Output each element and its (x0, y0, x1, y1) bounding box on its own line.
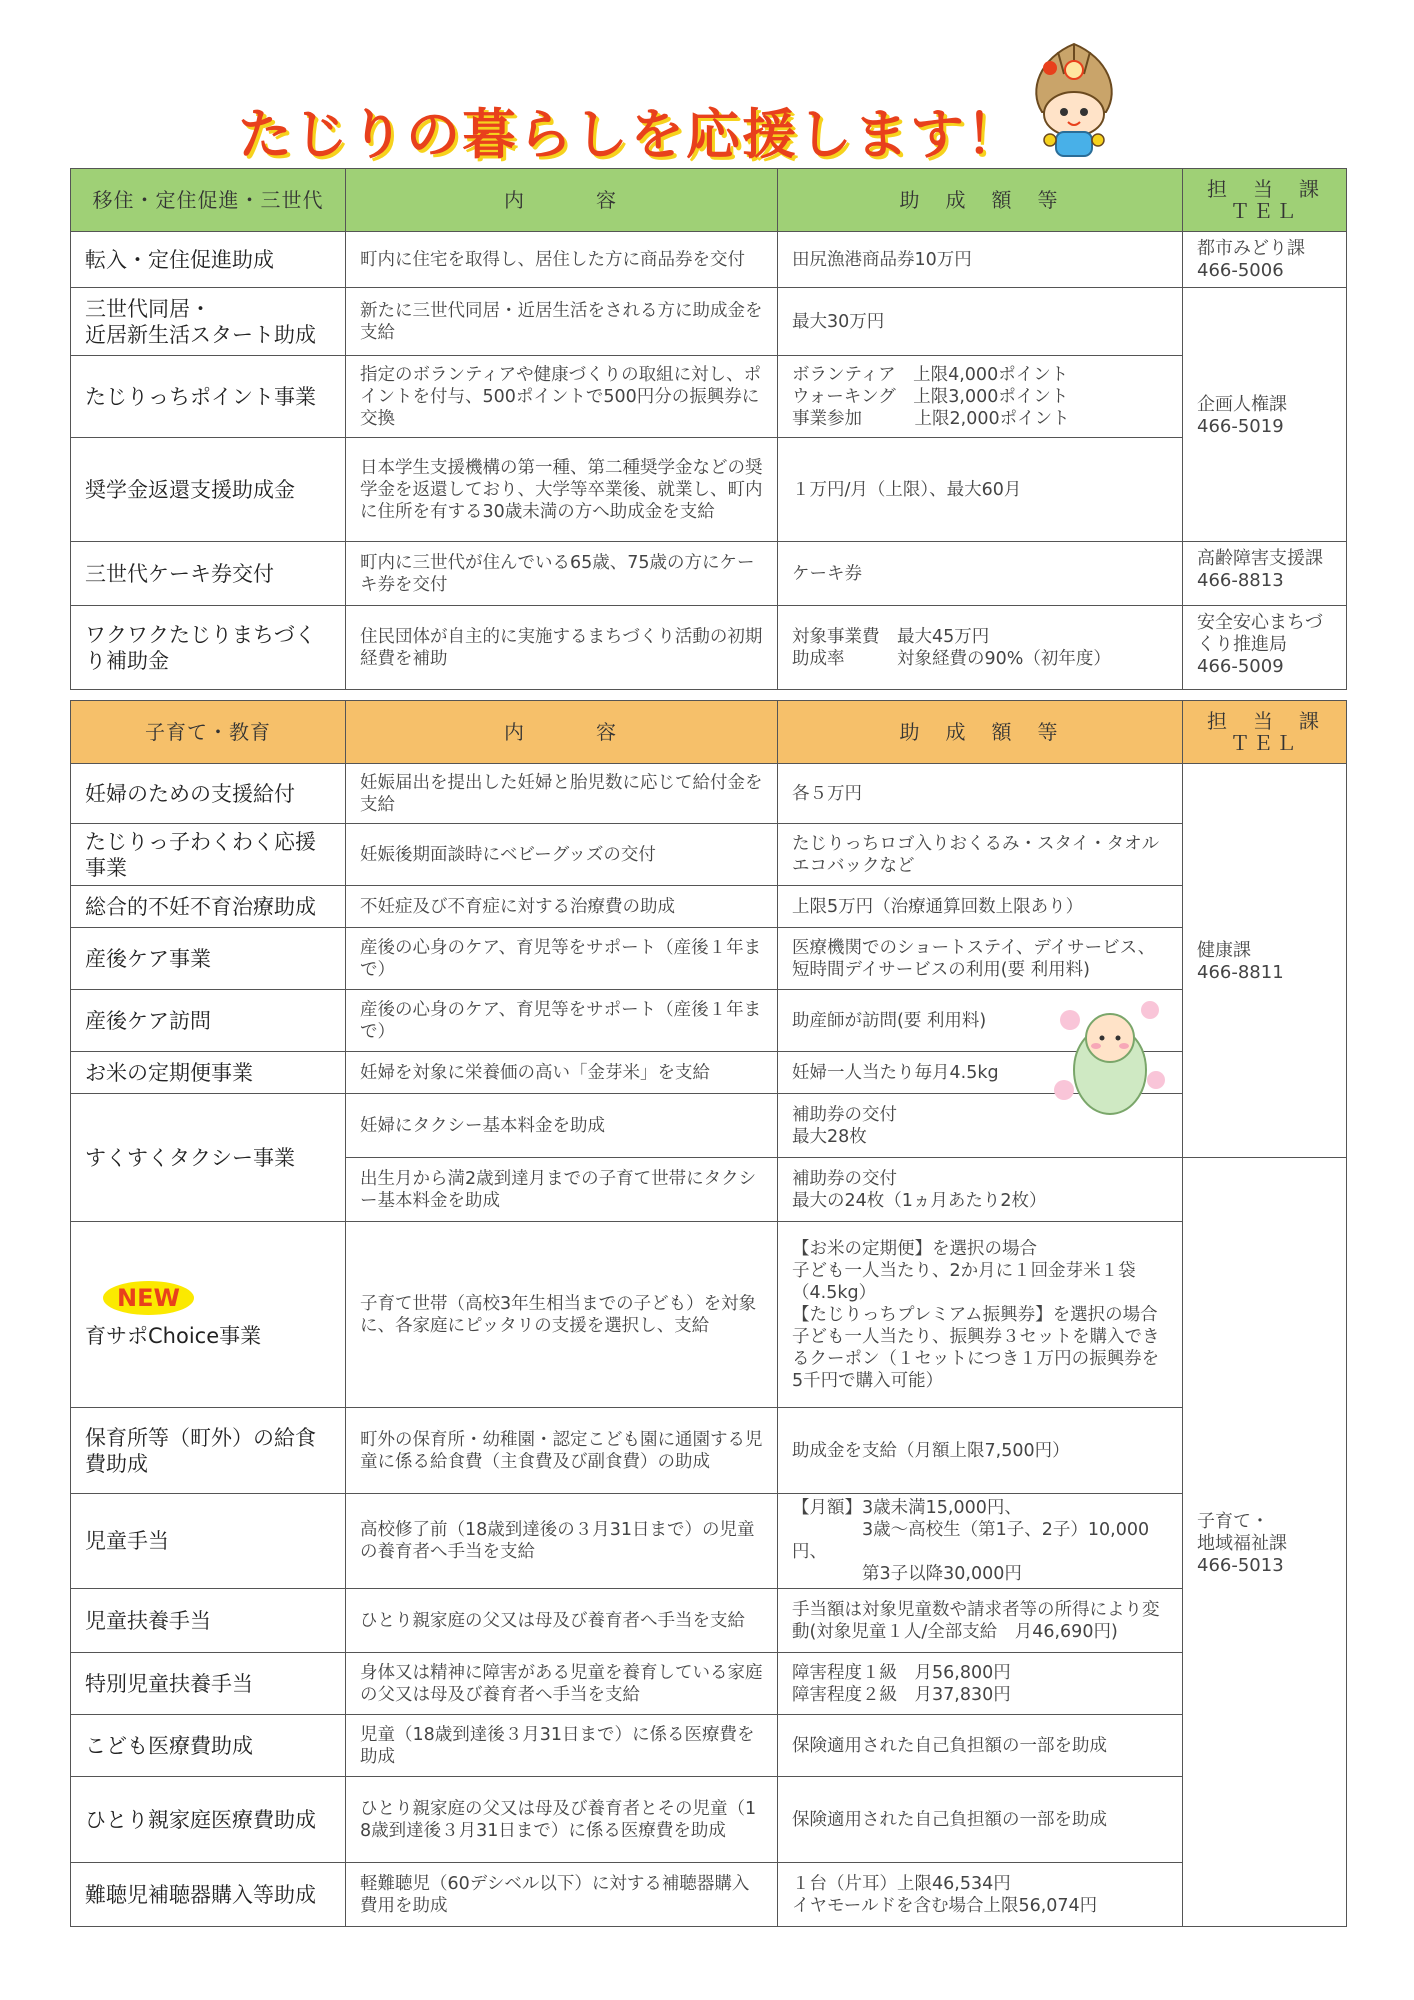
table-header-row (71, 169, 1347, 232)
table-row (71, 1715, 1347, 1777)
table-row (71, 288, 1347, 356)
row-name: たじりっ子わくわく応援事業 (71, 824, 346, 886)
row-amount: 障害程度１級 月56,800円 障害程度２級 月37,830円 (778, 1653, 1183, 1715)
row-content: 高校修了前（18歳到達後の３月31日まで）の児童の養育者へ手当を支給 (346, 1494, 778, 1589)
table-row (71, 356, 1347, 438)
mascot-character-icon (1020, 40, 1128, 162)
row-amount: 最大30万円 (778, 288, 1183, 356)
row-dept: 安全安心まちづくり推進局 466-5009 (1183, 606, 1347, 690)
row-content: 産後の心身のケア、育児等をサポート（産後１年まで） (346, 990, 778, 1052)
row-amount: 補助券の交付 最大の24枚（1ヵ月あたり2枚） (778, 1158, 1183, 1222)
row-content: 出生月から満2歳到達月までの子育て世帯にタクシー基本料金を助成 (346, 1158, 778, 1222)
table-row (71, 1222, 1347, 1408)
row-content: 町内に三世代が住んでいる65歳、75歳の方にケーキ券を交付 (346, 542, 778, 606)
row-name: 難聴児補聴器購入等助成 (71, 1863, 346, 1927)
row-name-text: 育サポChoice事業 (85, 1323, 262, 1348)
row-content: 指定のボランティアや健康づくりの取組に対し、ポイントを付与、500ポイントで500円分の振興券に交換 (346, 356, 778, 438)
row-content: 妊婦を対象に栄養価の高い「金芽米」を支給 (346, 1052, 778, 1094)
column-header-content: 内 容 (346, 701, 778, 764)
row-name: 保育所等（町外）の給食費助成 (71, 1408, 346, 1494)
table-migration (70, 168, 1347, 690)
table-row (71, 1777, 1347, 1863)
row-dept: 高齢障害支援課 466-8813 (1183, 542, 1347, 606)
row-amount: 補助券の交付 最大28枚 (778, 1094, 1183, 1158)
row-content: 不妊症及び不育症に対する治療費の助成 (346, 886, 778, 928)
row-name: 奨学金返還支援助成金 (71, 438, 346, 542)
row-name: こども医療費助成 (71, 1715, 346, 1777)
row-amount: 上限5万円（治療通算回数上限あり） (778, 886, 1183, 928)
row-content: 日本学生支援機構の第一種、第二種奨学金などの奨学金を返還しており、大学等卒業後、就業し、町内に住所を有する30歳未満の方へ助成金を支給 (346, 438, 778, 542)
table-row (71, 1408, 1347, 1494)
row-name: 産後ケア事業 (71, 928, 346, 990)
row-dept: 子育て・ 地域福祉課 466-5013 (1183, 1158, 1347, 1927)
row-amount: 医療機関でのショートステイ、デイサービス、短時間デイサービスの利用(要 利用料) (778, 928, 1183, 990)
row-amount: 保険適用された自己負担額の一部を助成 (778, 1777, 1183, 1863)
row-amount: たじりっちロゴ入りおくるみ・スタイ・タオル エコバックなど (778, 824, 1183, 886)
row-name: たじりっちポイント事業 (71, 356, 346, 438)
table-row (71, 1494, 1347, 1589)
row-name: 特別児童扶養手当 (71, 1653, 346, 1715)
row-content: 軽難聴児（60デシベル以下）に対する補聴器購入費用を助成 (346, 1863, 778, 1927)
row-name: すくすくタクシー事業 (71, 1094, 346, 1222)
column-header-dept: 担 当 課 ＴＥＬ (1183, 701, 1347, 764)
table-row (71, 886, 1347, 928)
table-row (71, 606, 1347, 690)
column-header-category: 子育て・教育 (71, 701, 346, 764)
column-header-amount: 助 成 額 等 (778, 701, 1183, 764)
row-name: 児童手当 (71, 1494, 346, 1589)
row-amount: 手当額は対象児童数や請求者等の所得により変動(対象児童１人/全部支給 月46,690円) (778, 1589, 1183, 1653)
table-row (71, 232, 1347, 288)
row-amount: １万円/月（上限）、最大60月 (778, 438, 1183, 542)
row-amount: １台（片耳）上限46,534円 イヤモールドを含む場合上限56,074円 (778, 1863, 1183, 1927)
row-content: 子育て世帯（高校3年生相当までの子ども）を対象に、各家庭にピッタリの支援を選択し、支給 (346, 1222, 778, 1408)
row-content: 身体又は精神に障害がある児童を養育している家庭の父又は母及び養育者へ手当を支給 (346, 1653, 778, 1715)
row-name (71, 1222, 346, 1408)
new-badge: NEW (103, 1281, 194, 1315)
table-row (71, 1863, 1347, 1927)
row-amount: 保険適用された自己負担額の一部を助成 (778, 1715, 1183, 1777)
row-dept: 企画人権課 466-5019 (1183, 288, 1347, 542)
row-content: 住民団体が自主的に実施するまちづくり活動の初期経費を補助 (346, 606, 778, 690)
row-content: 妊娠後期面談時にベビーグッズの交付 (346, 824, 778, 886)
row-name: 妊婦のための支援給付 (71, 764, 346, 824)
column-header-dept: 担 当 課 ＴＥＬ (1183, 169, 1347, 232)
row-amount: 【お米の定期便】を選択の場合 子ども一人当たり、2か月に１回金芽米１袋（4.5kg） 【たじりっちプレミアム振興券】を選択の場合 子ども一人当たり、振興券３セットを購入できるクーポン（１セットにつき１万円の振興券を5千円で購入可能） (778, 1222, 1183, 1408)
row-content: 新たに三世代同居・近居生活をされる方に助成金を支給 (346, 288, 778, 356)
row-name: ひとり親家庭医療費助成 (71, 1777, 346, 1863)
row-amount: 各５万円 (778, 764, 1183, 824)
table-childcare (70, 700, 1347, 1927)
row-name: 三世代同居・ 近居新生活スタート助成 (71, 288, 346, 356)
row-content: 産後の心身のケア、育児等をサポート（産後１年まで） (346, 928, 778, 990)
row-name: 児童扶養手当 (71, 1589, 346, 1653)
row-name: 産後ケア訪問 (71, 990, 346, 1052)
row-amount: ケーキ券 (778, 542, 1183, 606)
column-header-content: 内 容 (346, 169, 778, 232)
row-amount: 【月額】3歳未満15,000円、 3歳～高校生（第1子、2子）10,000円、 第3子以降30,000円 (778, 1494, 1183, 1589)
column-header-category: 移住・定住促進・三世代 (71, 169, 346, 232)
row-name: 転入・定住促進助成 (71, 232, 346, 288)
row-dept: 都市みどり課 466-5006 (1183, 232, 1347, 288)
row-amount: 助成金を支給（月額上限7,500円） (778, 1408, 1183, 1494)
row-content: 児童（18歳到達後３月31日まで）に係る医療費を助成 (346, 1715, 778, 1777)
row-content: ひとり親家庭の父又は母及び養育者へ手当を支給 (346, 1589, 778, 1653)
row-content: ひとり親家庭の父又は母及び養育者とその児童（18歳到達後３月31日まで）に係る医療費を助成 (346, 1777, 778, 1863)
row-content: 妊娠届出を提出した妊婦と胎児数に応じて給付金を支給 (346, 764, 778, 824)
table-row (71, 542, 1347, 606)
row-dept: 健康課 466-8811 (1183, 764, 1347, 1158)
table-row (71, 438, 1347, 542)
row-amount: 妊婦一人当たり毎月4.5kg (778, 1052, 1183, 1094)
table-row (71, 824, 1347, 886)
table-row (71, 1653, 1347, 1715)
table-row (71, 928, 1347, 990)
row-content: 町外の保育所・幼稚園・認定こども園に通園する児童に係る給食費（主食費及び副食費）の助成 (346, 1408, 778, 1494)
row-content: 妊婦にタクシー基本料金を助成 (346, 1094, 778, 1158)
column-header-amount: 助 成 額 等 (778, 169, 1183, 232)
row-name: 三世代ケーキ券交付 (71, 542, 346, 606)
row-name: 総合的不妊不育治療助成 (71, 886, 346, 928)
row-amount: 田尻漁港商品券10万円 (778, 232, 1183, 288)
baby-illustration-icon (1050, 990, 1170, 1120)
row-amount: 対象事業費 最大45万円 助成率 対象経費の90%（初年度） (778, 606, 1183, 690)
row-name: お米の定期便事業 (71, 1052, 346, 1094)
row-amount: 助産師が訪問(要 利用料) (778, 990, 1183, 1052)
table-row (71, 764, 1347, 824)
page-title: たじりの暮らしを応援します！ (238, 103, 1022, 166)
row-amount: ボランティア 上限4,000ポイント ウォーキング 上限3,000ポイント 事業参加 上限2,000ポイント (778, 356, 1183, 438)
row-name: ワクワクたじりまちづくり補助金 (71, 606, 346, 690)
row-content: 町内に住宅を取得し、居住した方に商品券を交付 (346, 232, 778, 288)
table-row (71, 1589, 1347, 1653)
table-header-row (71, 701, 1347, 764)
